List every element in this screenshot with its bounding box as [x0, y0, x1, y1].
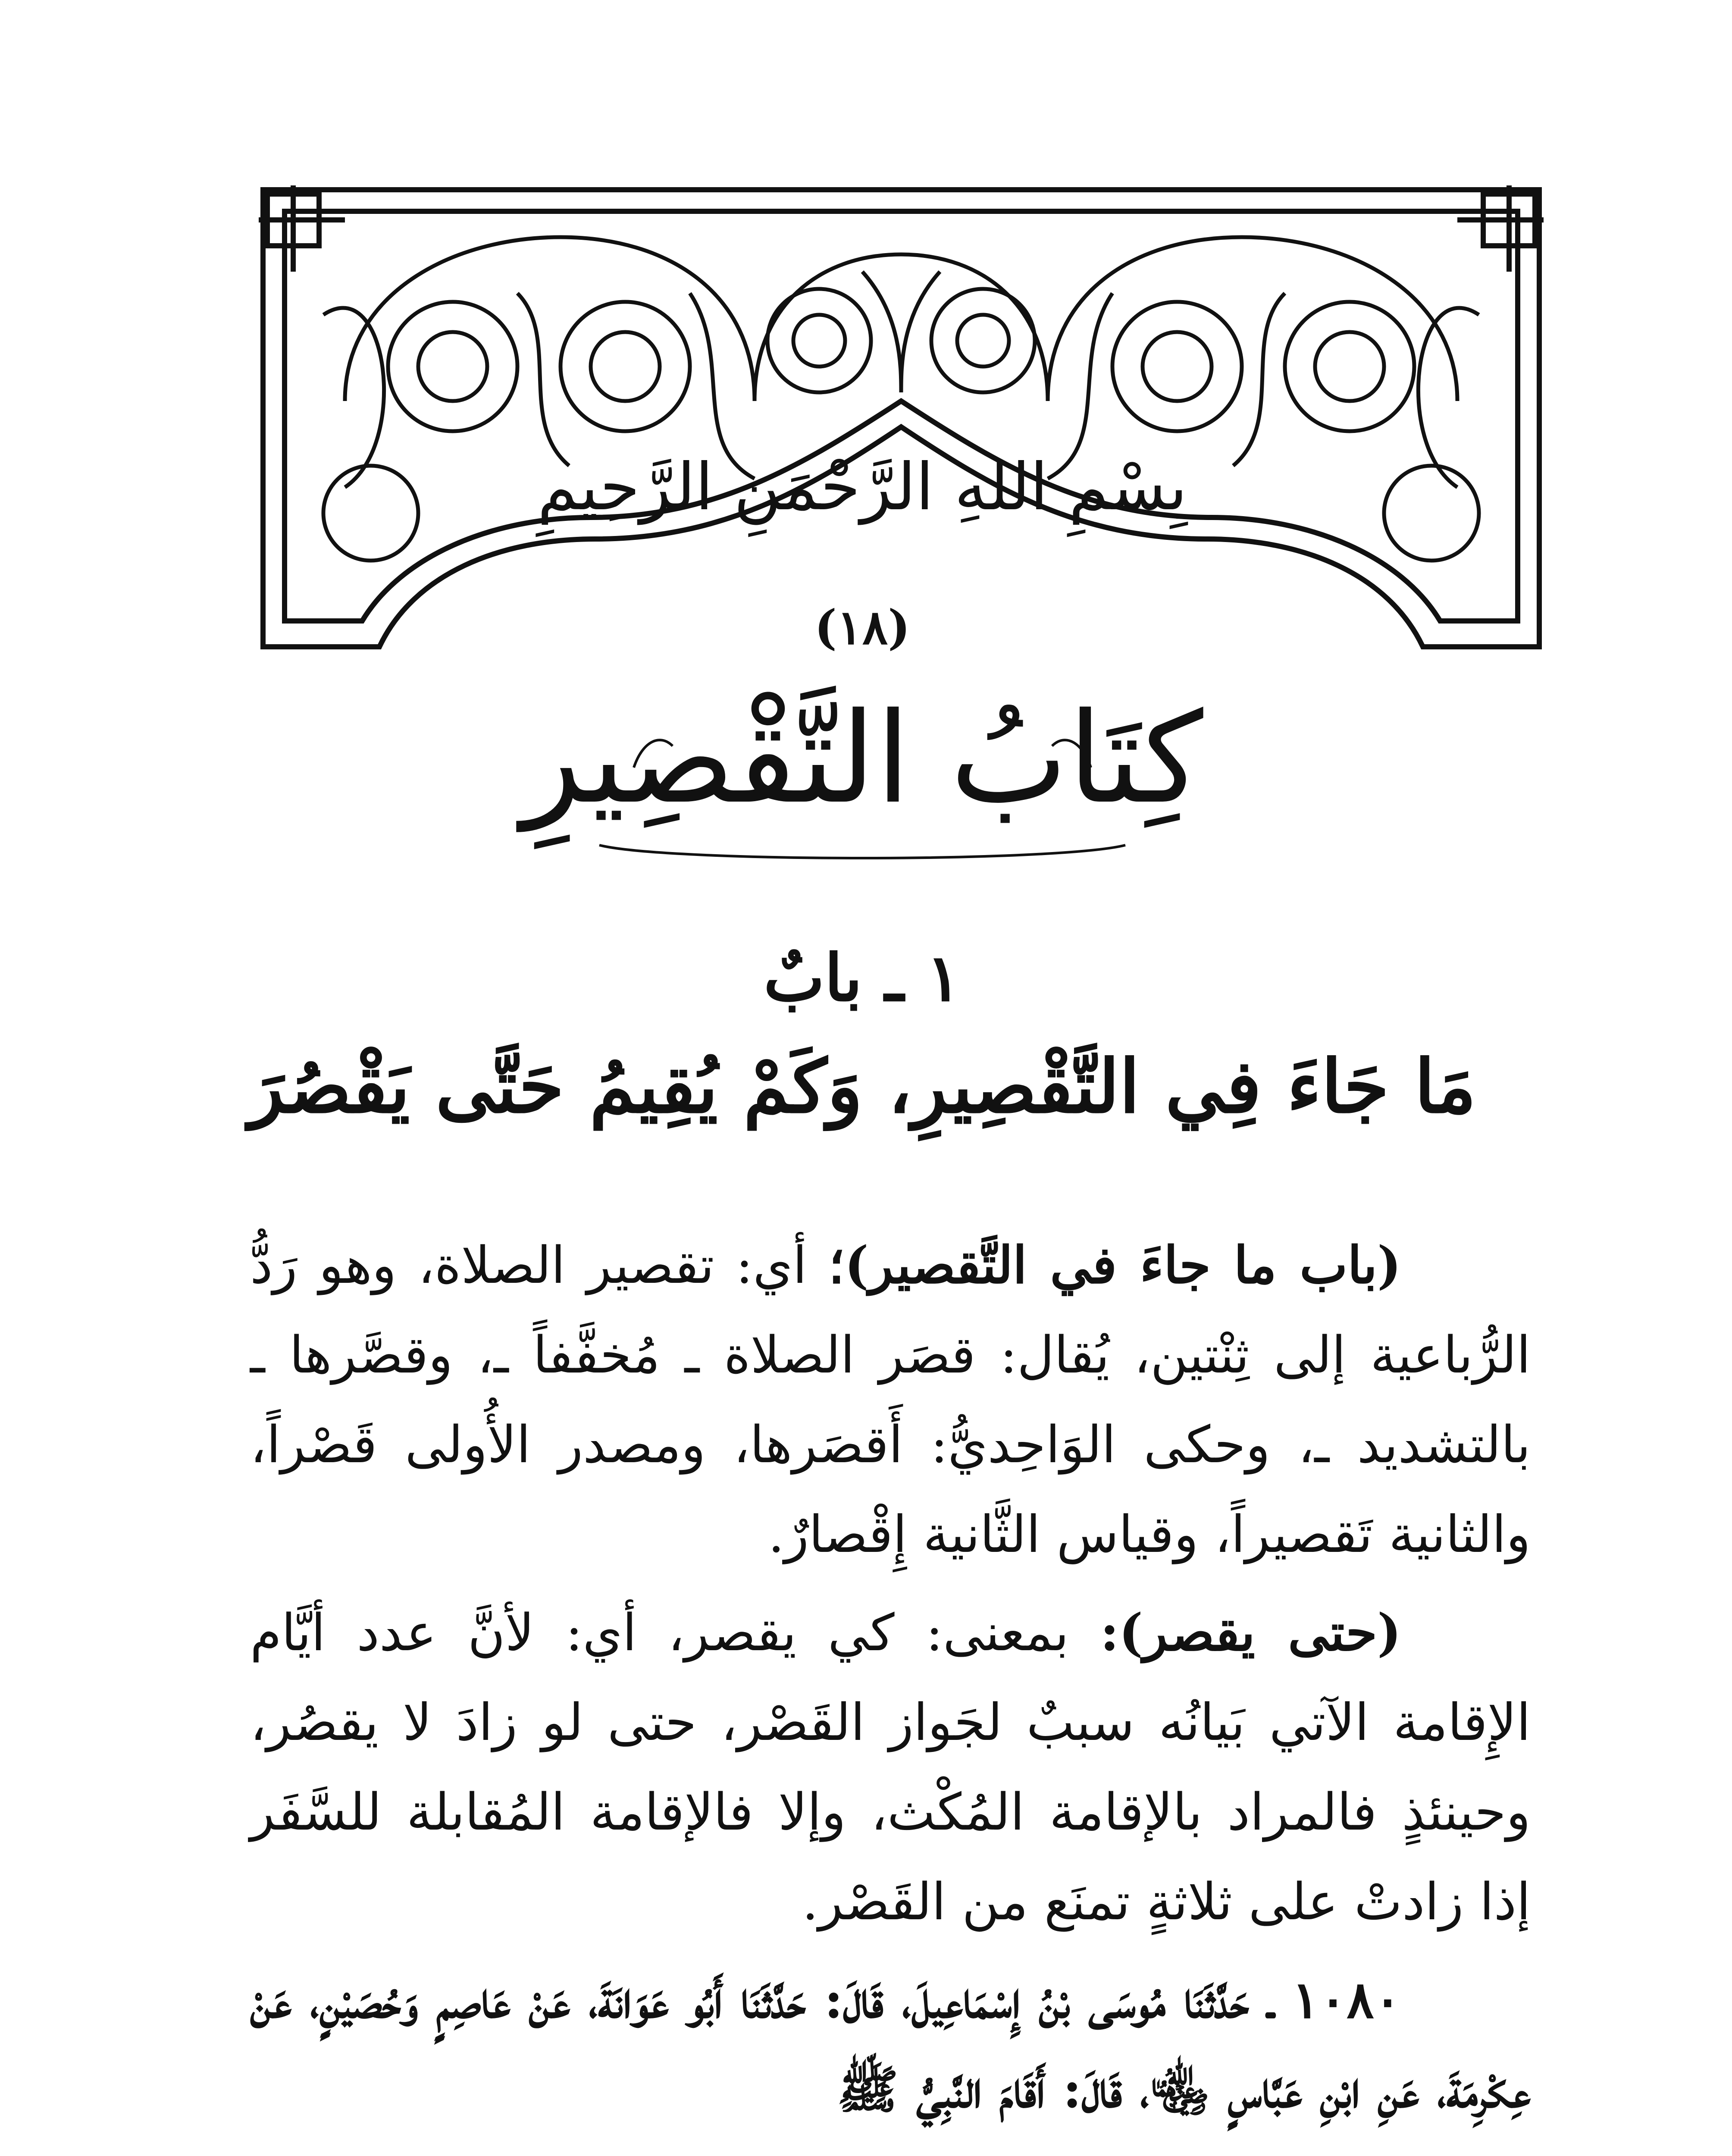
chapter-title: مَا جَاءَ فِي التَّقْصِيرِ، وَكَمْ يُقِيمُ حَتَّى يَقْصُرَ [248, 1044, 1476, 1130]
chapter-number: ١ ـ بابٌ [764, 940, 961, 1016]
commentary-paragraph-1 [250, 1220, 1531, 1579]
paragraph-text: أي: تقصير الصلاة، وهو رَدُّ الرُّباعية إلى ثِنْتين، يُقال: قصَر الصلاة ـ مُخفَّفاً ـ، وقصَّرها ـ بالتشديد ـ، وحكى الوَاحِديُّ: أَقصَرها، ومصدر الأُولى قَصْراً، والثانية تَقصيراً، وقياس الثَّانية إِقْصارٌ. [250, 1235, 1531, 1564]
paragraph-lead: (باب ما جاءَ في التَّقصير)؛ [828, 1235, 1401, 1295]
paragraph-lead: (حتى يقصر): [1100, 1602, 1401, 1662]
paragraph-text: بمعنى: كي يقصر، أي: لأنَّ عدد أيَّام الإِقامة الآتي بَيانُه سببٌ لجَواز القَصْر، حتى لو زادَ لا يقصُر، وحينئذٍ فالمراد بالإقامة المُكْث، وإلا فالإقامة المُقابلة للسَّفَر إذا زادتْ على ثلاثةٍ تمنَع من القَصْر. [250, 1603, 1531, 1931]
commentary-paragraph-2 [250, 1588, 1531, 1946]
hadith-text: ١٠٨٠ ـ حَدَّثَنَا مُوسَى بْنُ إِسْمَاعِيلَ، قَالَ: حَدَّثَنَا أَبُو عَوَانَةَ، عَنْ عَاصِمٍ وَحُصَيْنٍ، عَنْ عِكْرِمَةَ، عَنِ ابْنِ عَبَّاسٍ ﵄، قَالَ: أَقَامَ النَّبِيُّ ﷺ [250, 1970, 1531, 2119]
commentary-body [250, 1220, 1531, 2143]
basmala: بِسْمِ اللهِ الرَّحْمَنِ الرَّحِيمِ [537, 450, 1187, 525]
book-title: كِتَابُ التَّقْصِيرِ [521, 686, 1203, 831]
book-number: (١٨) [814, 599, 911, 655]
ornamental-header-frame [259, 185, 1544, 651]
